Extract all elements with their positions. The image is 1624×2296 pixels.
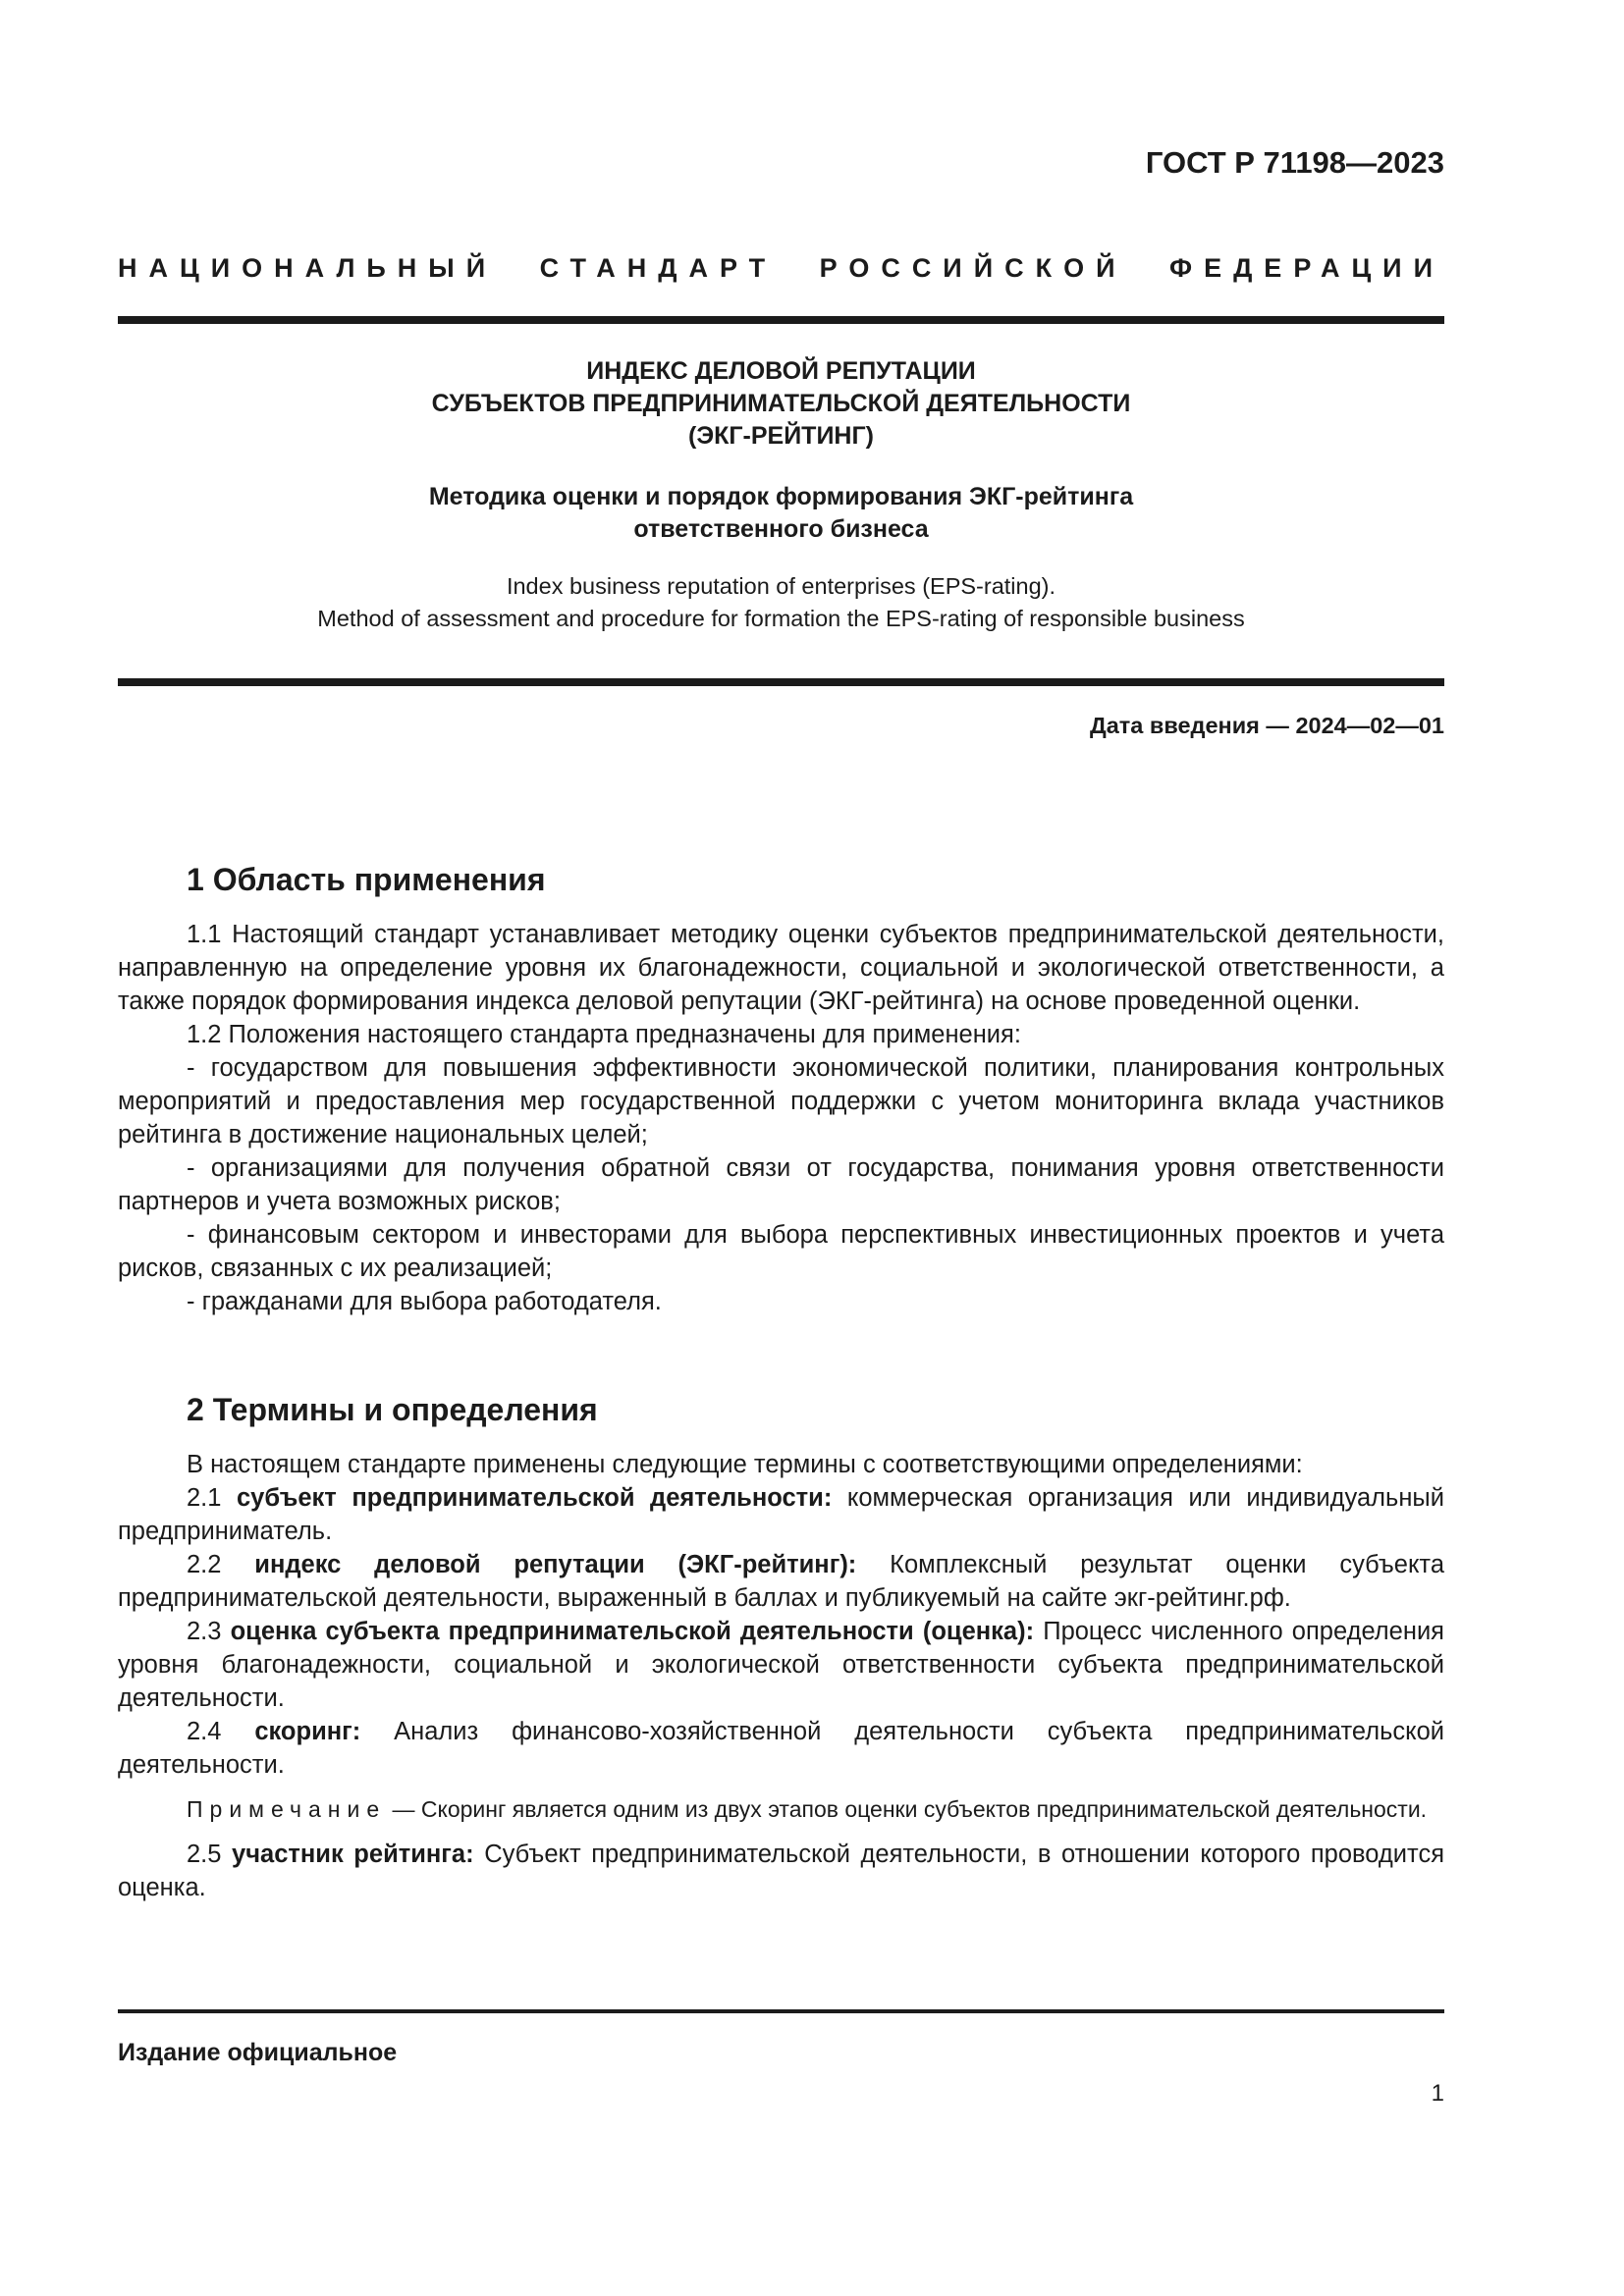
subtitle-line: ответственного бизнеса [633, 515, 929, 543]
introduction-date: Дата введения — 2024—02—01 [1089, 713, 1444, 738]
term-name: участник рейтинга: [232, 1841, 474, 1868]
section-heading: 1 Область применения [187, 862, 546, 897]
term-2-4 [118, 1715, 1444, 1782]
official-edition-label: Издание официальное [118, 2039, 398, 2066]
english-title [118, 570, 1444, 635]
term-number: 2.5 [187, 1841, 222, 1868]
term-name: оценка субъекта предпринимательской деятельности (оценка): [230, 1618, 1035, 1645]
page-number: 1 [1431, 2080, 1444, 2107]
subtitle [118, 481, 1444, 546]
term-number: 2.3 [187, 1618, 222, 1645]
term-definition: Субъект предпринимательской деятельности, в отношении которого проводится оценка. [118, 1841, 1445, 1901]
term-number: 2.4 [187, 1718, 222, 1745]
section-heading: 2 Термины и определения [187, 1392, 598, 1427]
note-label: Примечание [187, 1796, 387, 1822]
term-2-3 [118, 1615, 1444, 1715]
paragraph-1-2: 1.2 Положения настоящего стандарта предназначены для применения: [187, 1021, 1021, 1048]
section-scope [118, 860, 1444, 1318]
english-title-line: Index business reputation of enterprises (EPS-rating). [506, 573, 1056, 599]
list-item: - финансовым сектором и инвесторами для выбора перспективных инвестиционных проектов и учета рисков, связанных с их реализацией; [118, 1221, 1444, 1282]
title-line: ИНДЕКС ДЕЛОВОЙ РЕПУТАЦИИ [586, 357, 976, 385]
term-name: субъект предпринимательской деятельности: [237, 1484, 833, 1512]
spacer [118, 1824, 1444, 1838]
term-definition: Комплексный результат оценки субъекта предпринимательской деятельности, выраженный в баллах и публикуемый на сайте экг-рейтинг.рф. [118, 1551, 1444, 1612]
term-number: 2.1 [187, 1484, 222, 1512]
national-standard-banner: НАЦИОНАЛЬНЫЙ СТАНДАРТ РОССИЙСКОЙ ФЕДЕРАЦИИ [118, 253, 1444, 283]
note [118, 1794, 1444, 1824]
term-name: индекс деловой репутации (ЭКГ-рейтинг): [254, 1551, 857, 1578]
list-item: - гражданами для выбора работодателя. [187, 1288, 662, 1315]
note-text: — Скоринг является одним из двух этапов оценки субъектов предпринимательской деятельности. [392, 1796, 1428, 1822]
english-title-line: Method of assessment and procedure for formation the EPS-rating of responsible business [317, 606, 1245, 631]
section-terms [118, 1390, 1444, 1904]
list-item: - организациями для получения обратной связи от государства, понимания уровня ответственности партнеров и учета возможных рисков; [118, 1154, 1444, 1215]
standard-number: ГОСТ Р 71198—2023 [1145, 145, 1444, 180]
term-definition: Анализ финансово-хозяйственной деятельности субъекта предпринимательской деятельности. [118, 1718, 1444, 1779]
top-rule [118, 316, 1444, 324]
title-line: (ЭКГ-РЕЙТИНГ) [688, 422, 874, 450]
term-definition: коммерческая организация или индивидуальный предприниматель. [118, 1484, 1445, 1545]
term-2-1 [118, 1481, 1444, 1548]
title-block [118, 355, 1444, 635]
term-2-5 [118, 1838, 1444, 1904]
term-name: скоринг: [254, 1718, 361, 1745]
subtitle-line: Методика оценки и порядок формирования ЭКГ-рейтинга [428, 483, 1134, 510]
title-rule [118, 678, 1444, 686]
list-item: - государством для повышения эффективности экономической политики, планирования контрольных мероприятий и предоставления мер государственной поддержки с учетом мониторинга вклада участников рейтинга в достижение национальных целей; [118, 1054, 1444, 1148]
term-definition: Процесс численного определения уровня благонадежности, социальной и экологической ответственности субъекта предпринимательской деятельности. [118, 1618, 1444, 1712]
terms-intro: В настоящем стандарте применены следующие термины с соответствующими определениями: [187, 1451, 1303, 1478]
footer-rule [118, 2009, 1444, 2013]
spacer [118, 1782, 1444, 1794]
title-line: СУБЪЕКТОВ ПРЕДПРИНИМАТЕЛЬСКОЙ ДЕЯТЕЛЬНОСТИ [431, 390, 1131, 417]
term-2-2 [118, 1548, 1444, 1615]
term-number: 2.2 [187, 1551, 222, 1578]
paragraph-1-1: 1.1 Настоящий стандарт устанавливает методику оценки субъектов предпринимательской деятельности, направленную на определение уровня их благонадежности, социальной и экологической ответственности, а также порядок формирования индекса деловой репутации (ЭКГ-рейтинга) на основе проведенной оценки. [118, 921, 1444, 1015]
